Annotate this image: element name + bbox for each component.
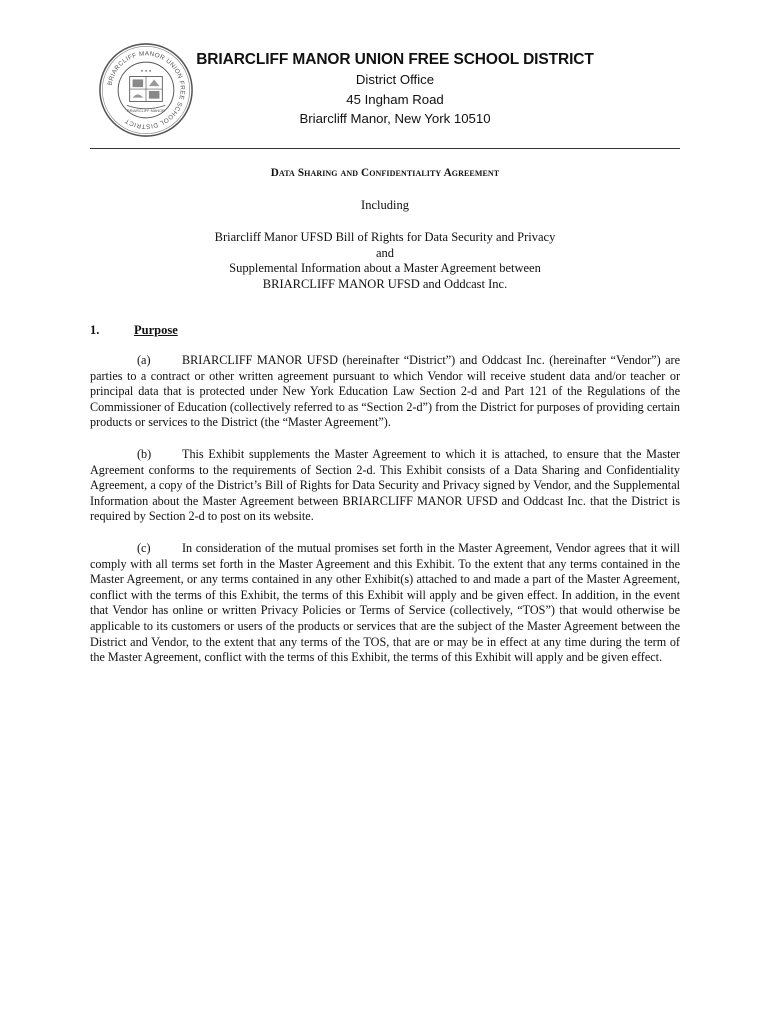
seal-bottom-text: BRIARCLIFF MANOR bbox=[127, 109, 165, 114]
district-office: District Office bbox=[355, 72, 435, 87]
paragraph-b bbox=[90, 447, 680, 525]
subtitle-line: Supplemental Information about a Master Agreement between bbox=[229, 261, 541, 276]
city-state-zip: Briarcliff Manor, New York 10510 bbox=[299, 111, 491, 126]
paragraph-a bbox=[90, 353, 680, 431]
subtitle-line: Briarcliff Manor UFSD Bill of Rights for Data Security and Privacy bbox=[214, 230, 556, 244]
section-heading bbox=[90, 323, 178, 338]
paragraph-text: This Exhibit supplements the Master Agreement to which it is attached, to ensure that the Master Agreement conforms to the requirements of Section 2-d. This Exhibit consists of a Data Sharing and Confidentiality Agreement, a copy of the District’s Bill of Rights for Data Security and Privacy signed by Vendor, and the Supplemental Information about the Master Agreement between BRIARCLIFF MANOR UFSD and Oddcast Inc. that the District is required by Section 2-d to post on its website. bbox=[90, 447, 680, 524]
paragraph-label: (a) bbox=[137, 353, 151, 367]
paragraph-text: BRIARCLIFF MANOR UFSD (hereinafter “District”) and Oddcast Inc. (hereinafter “Vendor”) are parties to a contract or other written agreement pursuant to which Vendor will receive student data and/or teacher or principal data that is protected under New York Education Law Section 2-d and Part 121 of the Regulations of the Commissioner of Education (collectively referred to as “Section 2-d”) from the District for purposes of providing certain products or services to the District (the “Master Agreement”). bbox=[90, 353, 680, 430]
document-including: Including bbox=[361, 198, 409, 212]
subtitle-line: and bbox=[375, 245, 395, 260]
svg-text:★ ★ ★: ★ ★ ★ bbox=[140, 69, 152, 74]
seal-ring-text: BRIARCLIFF MANOR UNION FREE SCHOOL DISTRICT bbox=[106, 50, 186, 130]
paragraph-label: (c) bbox=[137, 541, 151, 555]
paragraph-label: (b) bbox=[137, 447, 152, 461]
subtitle-line: BRIARCLIFF MANOR UFSD and Oddcast Inc. bbox=[262, 276, 508, 291]
section-title: Purpose bbox=[134, 323, 178, 337]
street-address: 45 Ingham Road bbox=[346, 91, 444, 107]
district-name: BRIARCLIFF MANOR UNION FREE SCHOOL DISTRICT bbox=[196, 51, 594, 68]
section-number: 1. bbox=[90, 323, 100, 337]
document-title: Data Sharing and Confidentiality Agreement bbox=[270, 167, 500, 179]
paragraph-text: In consideration of the mutual promises set forth in the Master Agreement, Vendor agrees that it will comply with all terms set forth in the Master Agreement and this Exhibit. To the extent that any terms contained in the Master Agreement, or any terms contained in any other Exhibit(s) attached to and made a part of the Master Agreement, conflict with the terms of this Exhibit, the terms of this Exhibit will apply and be given effect. In addition, in the event that Vendor has online or written Privacy Policies or Terms of Service (collectively, “TOS”) that would otherwise be applicable to its customers or users of the products or services that are the subject of the Master Agreement between the District and Vendor, to the extent that any terms of the TOS, that are or may be in effect at any time during the term of the Master Agreement, conflict with the terms of this Exhibit, the terms of this Exhibit will apply and be given effect. bbox=[90, 541, 680, 665]
letterhead-divider bbox=[90, 148, 680, 149]
document-subtitle bbox=[90, 230, 680, 292]
letterhead bbox=[150, 49, 640, 129]
paragraph-c bbox=[90, 541, 680, 666]
